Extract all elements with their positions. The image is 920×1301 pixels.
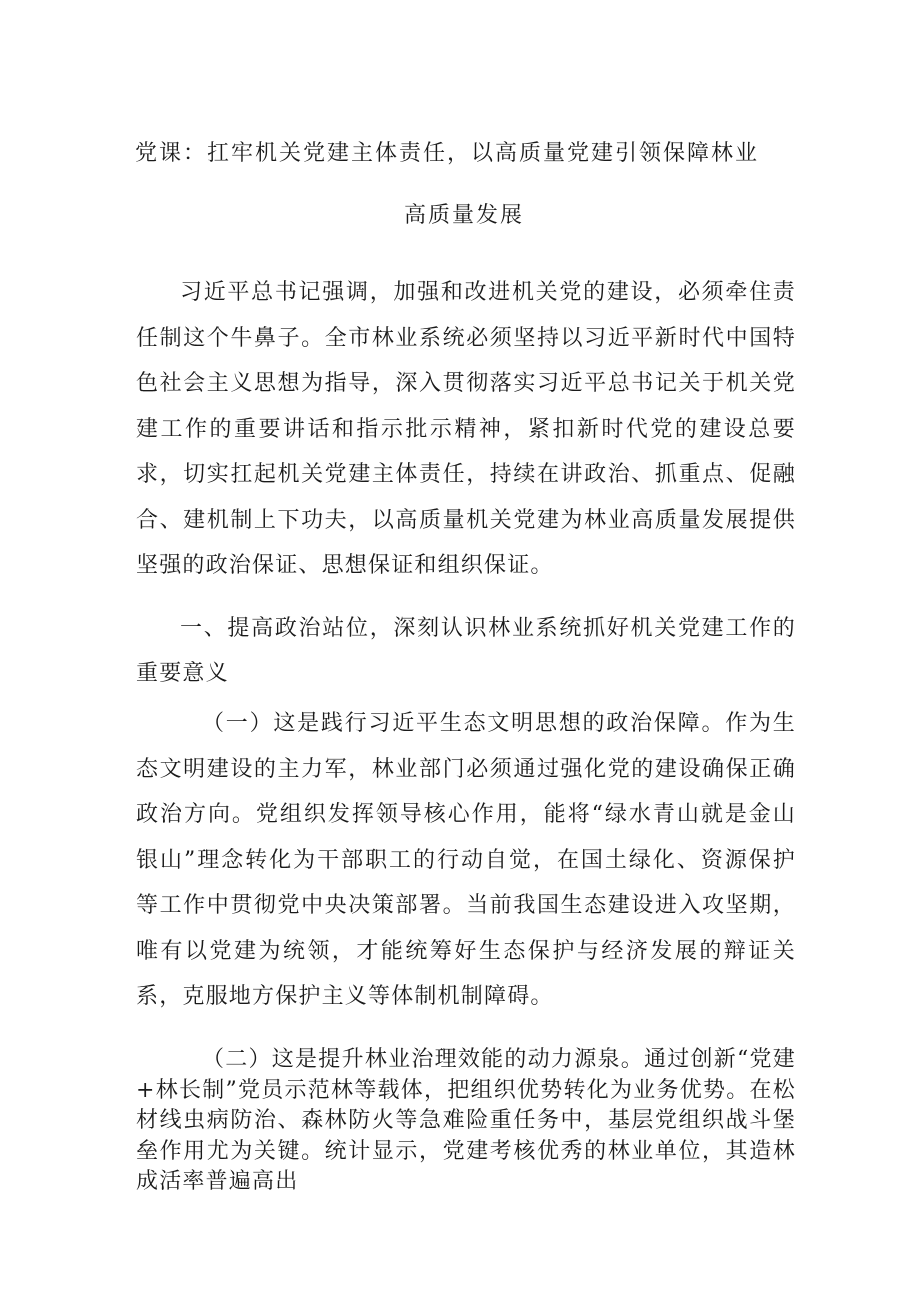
subsection-1-paragraph: （一）这是践行习近平生态文明思想的政治保障。作为生态文明建设的主力军，林业部门必须通过强化党的建设确保正确政治方向。党组织发挥领导核心作用，能将“绿水青山就是金山银山”理念转化为干部职工的行动自觉，在国土绿化、资源保护等工作中贯彻党中央决策部署。当前我国生态建设进入攻坚期，唯有以党建为统领，才能统筹好生态保护与经济发展的辩证关系，克服地方保护主义等体制机制障碍。 xyxy=(136,711,796,1009)
subsection-2-paragraph: （二）这是提升林业治理效能的动力源泉。通过创新“党建+林长制”党员示范林等载体，把组织优势转化为业务优势。在松材线虫病防治、森林防火等急难险重任务中，基层党组织战斗堡垒作用尤为关键。统计显示，党建考核优秀的林业单位，其造林成活率普遍高出 xyxy=(136,1047,796,1194)
document-title-line-1: 党课：扛牢机关党建主体责任，以高质量党建引领保障林业 xyxy=(135,141,760,166)
document-title-line-2: 高质量发展 xyxy=(404,203,525,228)
section-1-heading: 一、提高政治站位，深刻认识林业系统抓好机关党建工作的重要意义 xyxy=(136,616,796,686)
intro-paragraph: 习近平总书记强调，加强和改进机关党的建设，必须牵住责任制这个牛鼻子。全市林业系统必须坚持以习近平新时代中国特色社会主义思想为指导，深入贯彻落实习近平总书记关于机关党建工作的重要讲话和指示批示精神，紧扣新时代党的建设总要求，切实扛起机关党建主体责任，持续在讲政治、抓重点、促融合、建机制上下功夫，以高质量机关党建为林业高质量发展提供坚强的政治保证、思想保证和组织保证。 xyxy=(136,280,796,578)
